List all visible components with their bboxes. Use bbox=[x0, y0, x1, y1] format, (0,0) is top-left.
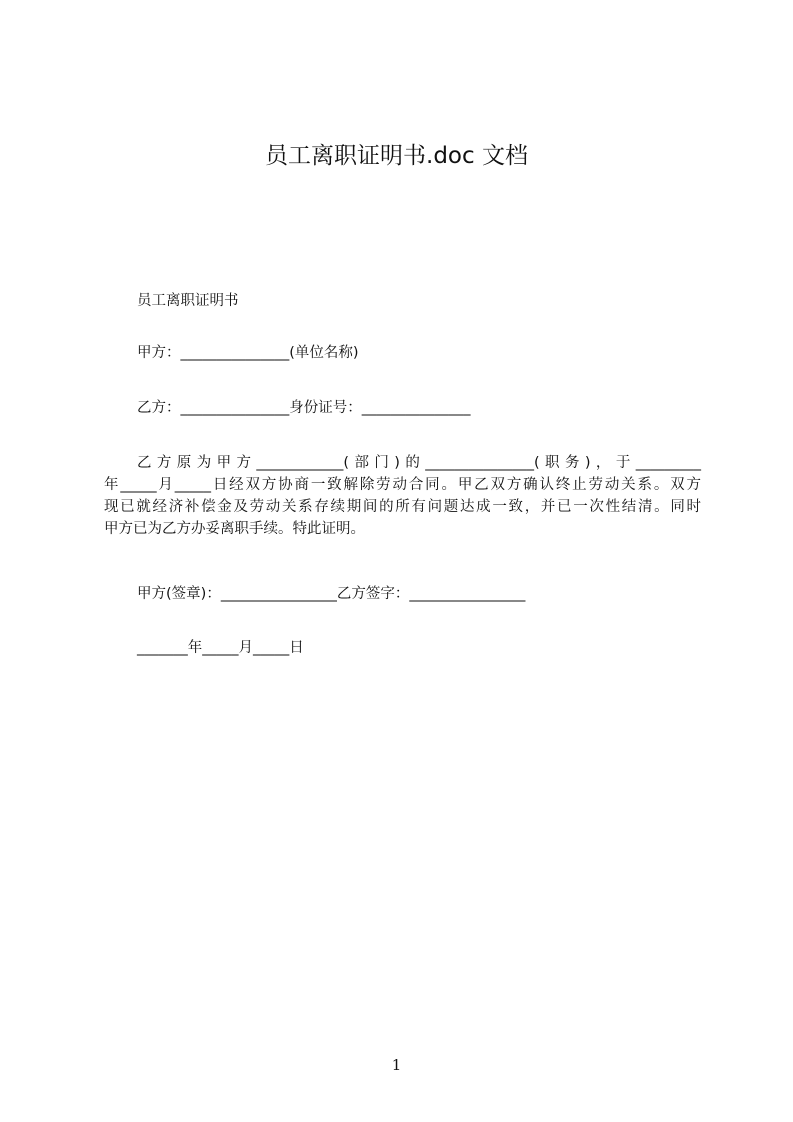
body-paragraph-line: 甲方已为乙方办妥离职手续。特此证明。 bbox=[104, 521, 365, 537]
party-a-line: 甲方：_______________(单位名称) bbox=[137, 345, 359, 361]
body-paragraph-line: 现已就经济补偿金及劳动关系存续期间的所有问题达成一致，并已一次性结清。同时 bbox=[104, 499, 701, 515]
body-paragraph bbox=[104, 452, 701, 540]
body-paragraph-line: 年_____月_____日经双方协商一致解除劳动合同。甲乙双方确认终止劳动关系。双方 bbox=[104, 477, 701, 493]
document-title: 员工离职证明书.doc 文档 bbox=[265, 143, 528, 169]
party-b-line: 乙方：_______________身份证号：_______________ bbox=[137, 400, 471, 416]
body-paragraph-line: 乙方原为甲方____________(部门)的_______________(职务)，于_________ bbox=[137, 455, 701, 471]
page-number: 1 bbox=[391, 1056, 402, 1074]
signature-line: 甲方(签章)：________________乙方签字：________________ bbox=[137, 586, 526, 602]
certificate-heading: 员工离职证明书 bbox=[137, 293, 239, 309]
date-line: _______年_____月_____日 bbox=[137, 640, 304, 656]
